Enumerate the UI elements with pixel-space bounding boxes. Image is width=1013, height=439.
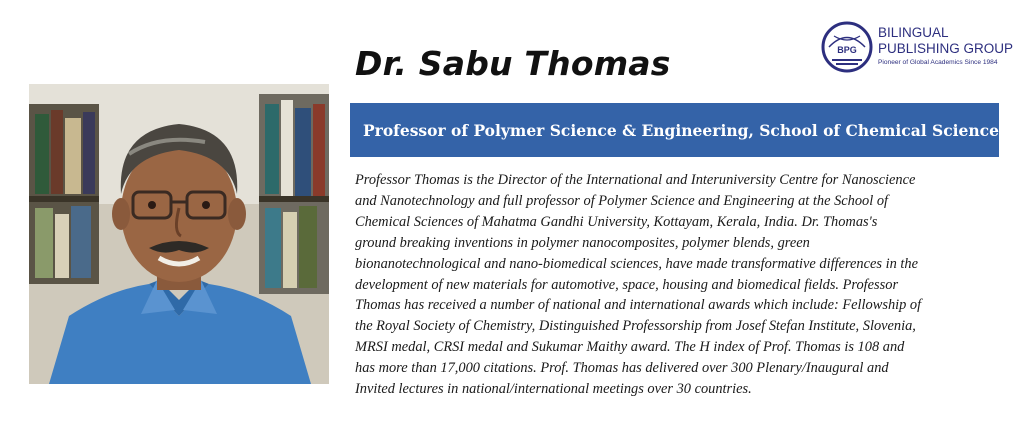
- bio-line: the Royal Society of Chemistry, Distinguished Professorship from Josef Stefan Institute, Slovenia,: [355, 318, 916, 335]
- bio-line: ground breaking inventions in polymer nanocomposites, polymer blends, green: [355, 234, 810, 251]
- bio-line: Invited lectures in national/international meetings over 30 countries.: [355, 381, 752, 398]
- biography: [355, 170, 995, 400]
- position-title: Professor of Polymer Science & Engineering, School of Chemical Sciences: [363, 120, 1008, 140]
- bio-line: and Nanotechnology and full professor of Polymer Science and Engineering at the School of: [355, 192, 889, 209]
- publisher-name-line: PUBLISHING GROUP: [878, 41, 1013, 56]
- bio-line: Chemical Sciences of Mahatma Gandhi University, Kottayam, Kerala, India. Dr. Thomas's: [355, 213, 878, 230]
- publisher-tagline: Pioneer of Global Academics Since 1984: [878, 59, 998, 66]
- bio-line: has more than 17,000 citations. Prof. Thomas has delivered over 300 Plenary/Inaugural and: [355, 360, 889, 377]
- publisher-name-line: BILINGUAL: [878, 25, 949, 40]
- person-name: Dr. Sabu Thomas: [355, 44, 671, 83]
- publisher-logo: [820, 20, 1013, 78]
- bio-line: Professor Thomas is the Director of the International and Interuniversity Centre for Nanoscience: [355, 172, 916, 188]
- publisher-name: [878, 25, 1013, 57]
- logo-abbreviation: BPG: [837, 45, 857, 55]
- profile-photo: [29, 84, 329, 384]
- bio-line: bionanotechnological and nano-biomedical sciences, have made transformative differences in the: [355, 255, 918, 272]
- portrait-image: [29, 84, 329, 384]
- bio-line: MRSI medal, CRSI medal and Sukumar Maithy award. The H index of Prof. Thomas is 108 and: [355, 339, 905, 356]
- globe-logo-icon: [820, 20, 874, 74]
- bio-line: Thomas has received a number of national and international awards which include: Fellowship of: [355, 297, 922, 314]
- title-banner: [350, 103, 1008, 157]
- bio-line: development of new materials for automotive, space, housing and biomedical fields. Professor: [355, 276, 899, 293]
